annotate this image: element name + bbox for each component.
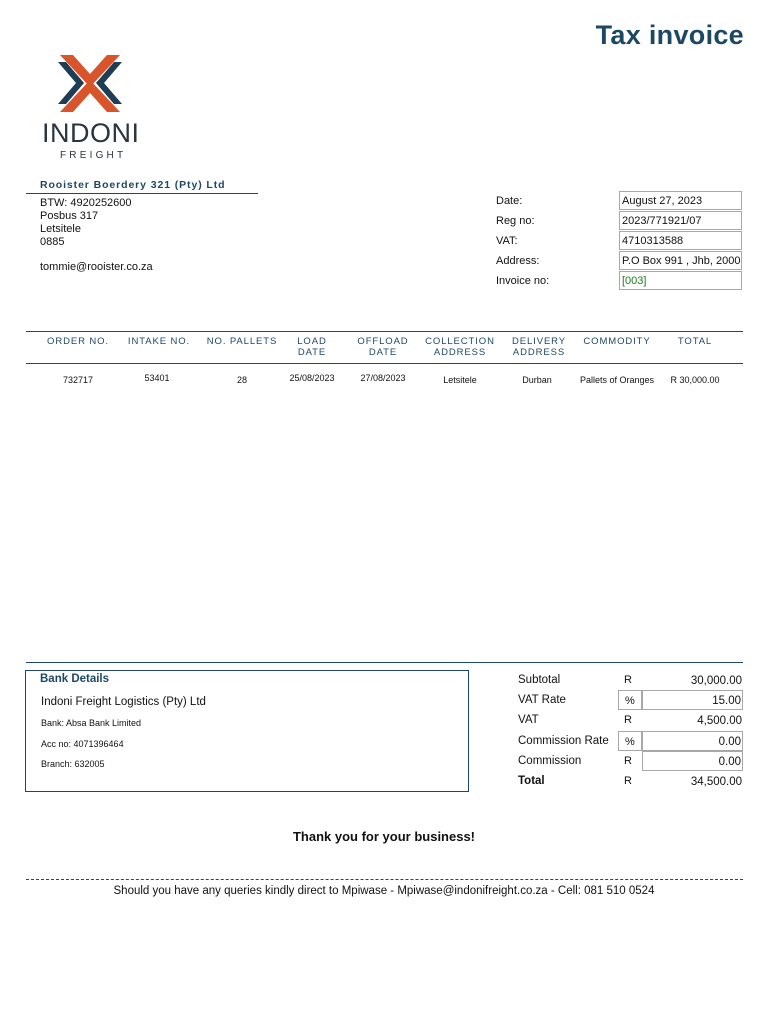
summary-value-total: 34,500.00 <box>690 776 742 788</box>
meta-label-address: Address: <box>496 255 540 267</box>
summary-label-total: Total <box>518 775 545 787</box>
summary-unit-subtotal: R <box>624 674 632 686</box>
footer-divider <box>26 879 743 880</box>
meta-label-vat: VAT: <box>496 235 518 247</box>
summary-label-subtotal: Subtotal <box>518 674 561 686</box>
thank-you-message: Thank you for your business! <box>292 829 476 844</box>
page-title: Tax invoice <box>595 20 744 50</box>
summary-value-commission-rate: 0.00 <box>642 731 743 751</box>
customer-email: tommie@rooister.co.za <box>40 261 153 273</box>
meta-value-reg-no: 2023/771921/07 <box>619 211 742 230</box>
bank-branch-code: Branch: 632005 <box>41 759 105 769</box>
bank-account-number: Acc no: 4071396464 <box>41 739 124 749</box>
meta-value-date: August 27, 2023 <box>619 191 742 210</box>
cell-order-no: 732717 <box>62 375 94 385</box>
cell-collection-address: Letsitele <box>443 375 477 385</box>
logo-wordmark: INDONI <box>42 118 140 148</box>
table-header-rule <box>26 363 743 364</box>
customer-address-line: Posbus 317 <box>40 210 99 222</box>
column-header-total: TOTAL <box>677 336 713 347</box>
summary-label-commission: Commission <box>518 755 582 767</box>
cell-total: R 30,000.00 <box>670 375 720 385</box>
summary-label-vat: VAT <box>518 714 539 726</box>
summary-unit-vat: R <box>624 714 632 726</box>
summary-unit-commission-rate: % <box>618 731 642 751</box>
customer-address <box>40 197 132 249</box>
meta-label-reg-no: Reg no: <box>496 215 535 227</box>
customer-divider <box>26 193 258 194</box>
column-header-collection-address: COLLECTION ADDRESS <box>425 336 495 358</box>
cell-commodity: Pallets of Oranges <box>579 375 655 385</box>
meta-value-invoice-no: [003] <box>619 271 742 290</box>
table-top-rule <box>26 331 743 332</box>
column-header-load-date: LOAD DATE <box>297 336 327 358</box>
column-header-intake-no: INTAKE NO. <box>127 336 191 347</box>
logo-subtitle: FREIGHT <box>60 150 127 161</box>
bank-details-box <box>25 670 469 792</box>
column-header-delivery-address: DELIVERY ADDRESS <box>511 336 567 358</box>
bank-account-name: Indoni Freight Logistics (Pty) Ltd <box>41 696 206 708</box>
column-header-order-no: ORDER NO. <box>47 336 109 347</box>
cell-intake-no: 53401 <box>144 373 170 383</box>
meta-label-invoice-no: Invoice no: <box>496 275 550 287</box>
summary-value-commission: 0.00 <box>642 751 743 771</box>
cell-offload-date: 27/08/2023 <box>360 373 406 383</box>
customer-address-line: Letsitele <box>40 223 81 235</box>
cell-load-date: 25/08/2023 <box>289 373 335 383</box>
summary-unit-total: R <box>624 775 632 787</box>
customer-address-line: BTW: 4920252600 <box>40 197 132 209</box>
bank-name: Bank: Absa Bank Limited <box>41 718 142 728</box>
footer-contact: Should you have any queries kindly direct to Mpiwase - Mpiwase@indonifreight.co.za - Cell: 081 510 0524 <box>113 885 655 897</box>
summary-label-vat-rate: VAT Rate <box>518 694 566 706</box>
meta-value-vat: 4710313588 <box>619 231 742 250</box>
column-header-no-pallets: NO. PALLETS <box>206 336 278 347</box>
summary-value-vat: 4,500.00 <box>697 715 742 727</box>
cell-delivery-address: Durban <box>522 375 552 385</box>
summary-value-vat-rate: 15.00 <box>642 690 743 710</box>
summary-divider <box>26 662 743 663</box>
summary-value-subtotal: 30,000.00 <box>690 675 742 687</box>
cell-no-pallets: 28 <box>236 375 247 385</box>
column-header-offload-date: OFFLOAD DATE <box>357 336 409 358</box>
meta-value-address: P.O Box 991 , Jhb, 2000 <box>619 251 742 270</box>
summary-unit-commission: R <box>624 755 632 767</box>
summary-label-commission-rate: Commission Rate <box>518 735 609 747</box>
column-header-commodity: COMMODITY <box>583 336 651 347</box>
customer-address-line: 0885 <box>40 236 65 248</box>
bank-details-heading: Bank Details <box>40 673 110 685</box>
summary-unit-vat-rate: % <box>618 690 642 710</box>
customer-name: Rooister Boerdery 321 (Pty) Ltd <box>40 179 226 191</box>
meta-label-date: Date: <box>496 195 523 207</box>
